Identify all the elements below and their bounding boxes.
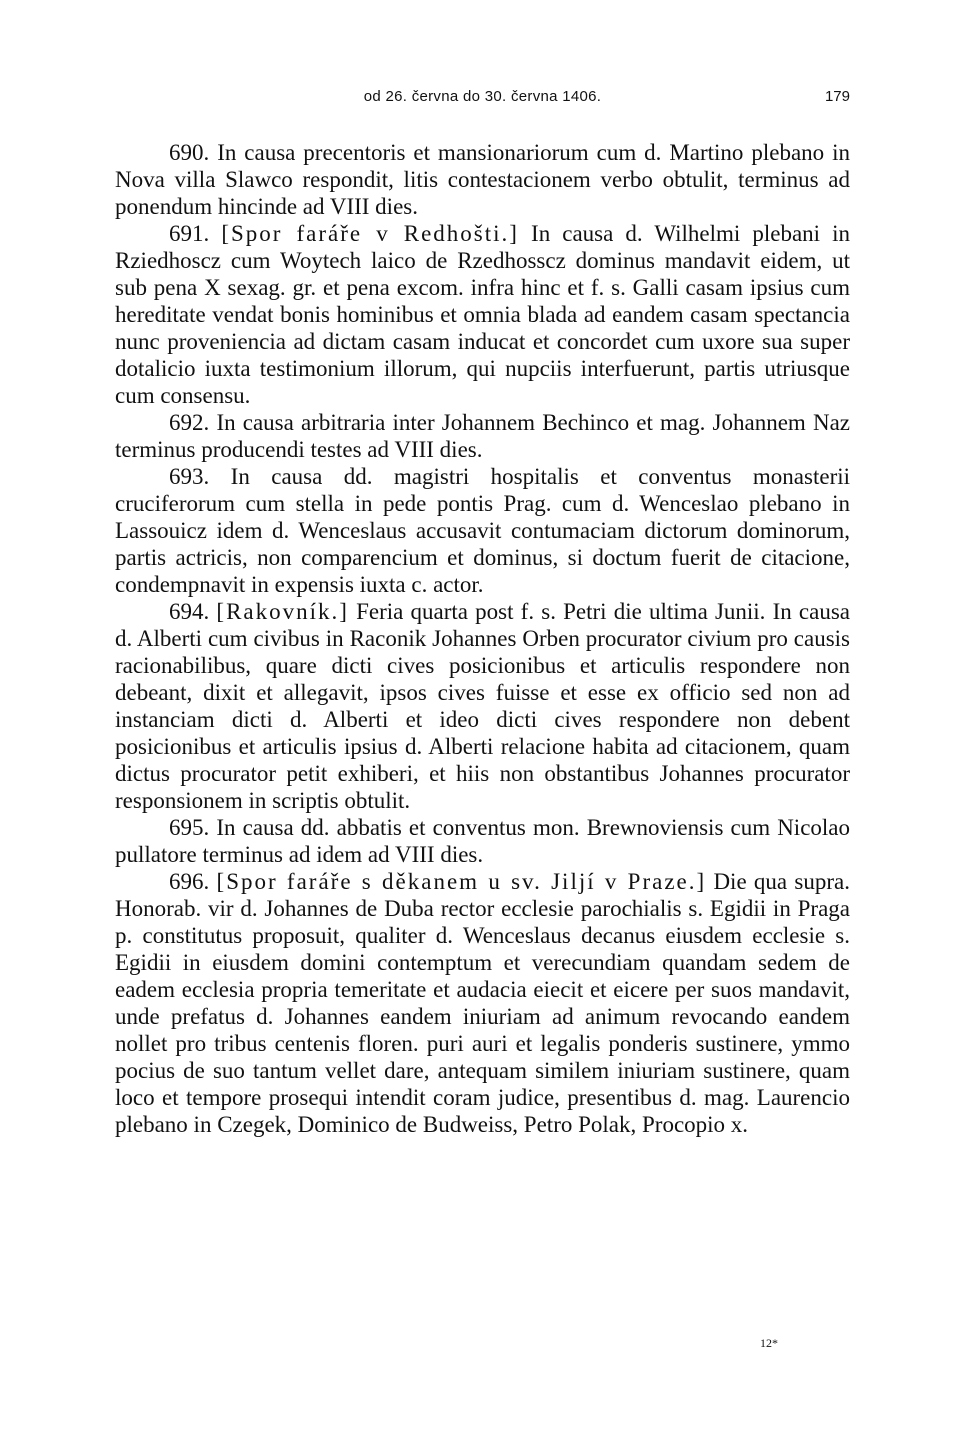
running-head: od 26. června do 30. června 1406. (363, 88, 602, 105)
entry-text: In causa d. Wilhelmi plebani in Rziedhoscz cum Woytech laico de Rzedhossсz dominus mandavit eidem, ut sub pena X sexag. gr. et pena excom. infra hinc et f. s. Galli casam ipsius cum hereditate vendat bonis hominibus et omnia blada ad eandem casam spectancia nunc proveniencia ad dictam casam inducat et concordet cum uxore sua super dotalicio iuxta testimonium illorum, qui nupciis interfuerunt, partis utriusque cum consensu. (115, 221, 851, 408)
entry-text: In causa precentoris et mansionariorum cum d. Martino plebano in Nova villa Slawco respondit, litis contestacionem verbo obtulit, terminus ad ponendum hincinde ad VIII dies. (115, 140, 850, 219)
entry-number: 691. (169, 221, 210, 246)
entry-text: Die qua supra. Honorab. vir d. Johannes de Duba rector ecclesie parochialis s. Egidii in Praga p. constitutus proposuit, qualiter d. Wenceslaus decanus eiusdem ecclesie s. Egidii in eiusdem domini contemptum et verecundiam quandam sedem de eadem ecclesia propria temeritate et audacia eiecit et eicere per suos mandavit, unde prefatus d. Johannes eandem iniuriam ad animum revocando eandem nollet pro tribus centenis floren. puri auri et legalis ponderis sustinere, ymmo pocius de suo tantum vellet dare, antequam similem iniuriam sustinere, quam loco et tempore prosequi intendit coram judice, presentibus d. mag. Laurencio plebano in Czegek, Dominico de Budweiss, Petro Polak, Procopio x. (115, 869, 850, 1137)
entry-number: 692. (169, 410, 210, 435)
page-number: 179 (824, 88, 850, 105)
entry-690 (115, 139, 850, 220)
entry-number: 694. (169, 599, 210, 624)
entry-number: 693. (169, 464, 210, 489)
entry-text: In causa arbitraria inter Johannem Bechinco et mag. Johannem Naz terminus producendi testes ad VIII dies. (115, 410, 851, 462)
entry-text: In causa dd. abbatis et conventus mon. Brewnoviensis cum Nicolao pullatore terminus ad idem ad VIII dies. (115, 815, 851, 867)
entry-695 (115, 814, 850, 868)
entry-692 (115, 409, 850, 463)
entry-696 (115, 868, 850, 1138)
document-body (115, 139, 850, 1138)
entry-694 (115, 598, 850, 814)
entry-heading: [Spor faráře v Redhošti.] (221, 221, 519, 246)
page-header (115, 88, 850, 114)
entry-number: 696. (169, 869, 210, 894)
entry-text: Feria quarta post f. s. Petri die ultima Junii. In causa d. Alberti cum civibus in Raconik Johannes Orben procurator civium pro causis racionabilibus, quare dicti cives posicionibus et articulis respondere non debeant, dixit et allegavit, ipsos cives fuisse et esse ex officio sed non ad instanciam dicti d. Alberti et ideo dicti cives respondere non debent posicionibus et articulis ipsius d. Alberti relacione habita ad citacionem, quam dictus procurator petit exhiberi, et hiis non obstantibus Johannes procurator responsionem in scriptis obtulit. (115, 599, 851, 813)
entry-691 (115, 220, 850, 409)
entry-heading: [Spor faráře s děkanem u sv. Jiljí v Praze.] (216, 869, 707, 894)
entry-693 (115, 463, 850, 598)
entry-number: 695. (169, 815, 210, 840)
signature-mark: 12* (760, 1336, 778, 1350)
entry-text: In causa dd. magistri hospitalis et conventus monasterii cruciferorum cum stella in pede pontis Prag. cum d. Wenceslao plebano in Lassouicz idem d. Wenceslaus accusavit contumaciam dictorum dominorum, partis actricis, non comparencium et dominus, si doctum fuerit de citacione, condempnavit in expensis iuxta c. actor. (115, 464, 851, 597)
entry-heading: [Rakovník.] (216, 599, 349, 624)
entry-number: 690. (169, 140, 210, 165)
